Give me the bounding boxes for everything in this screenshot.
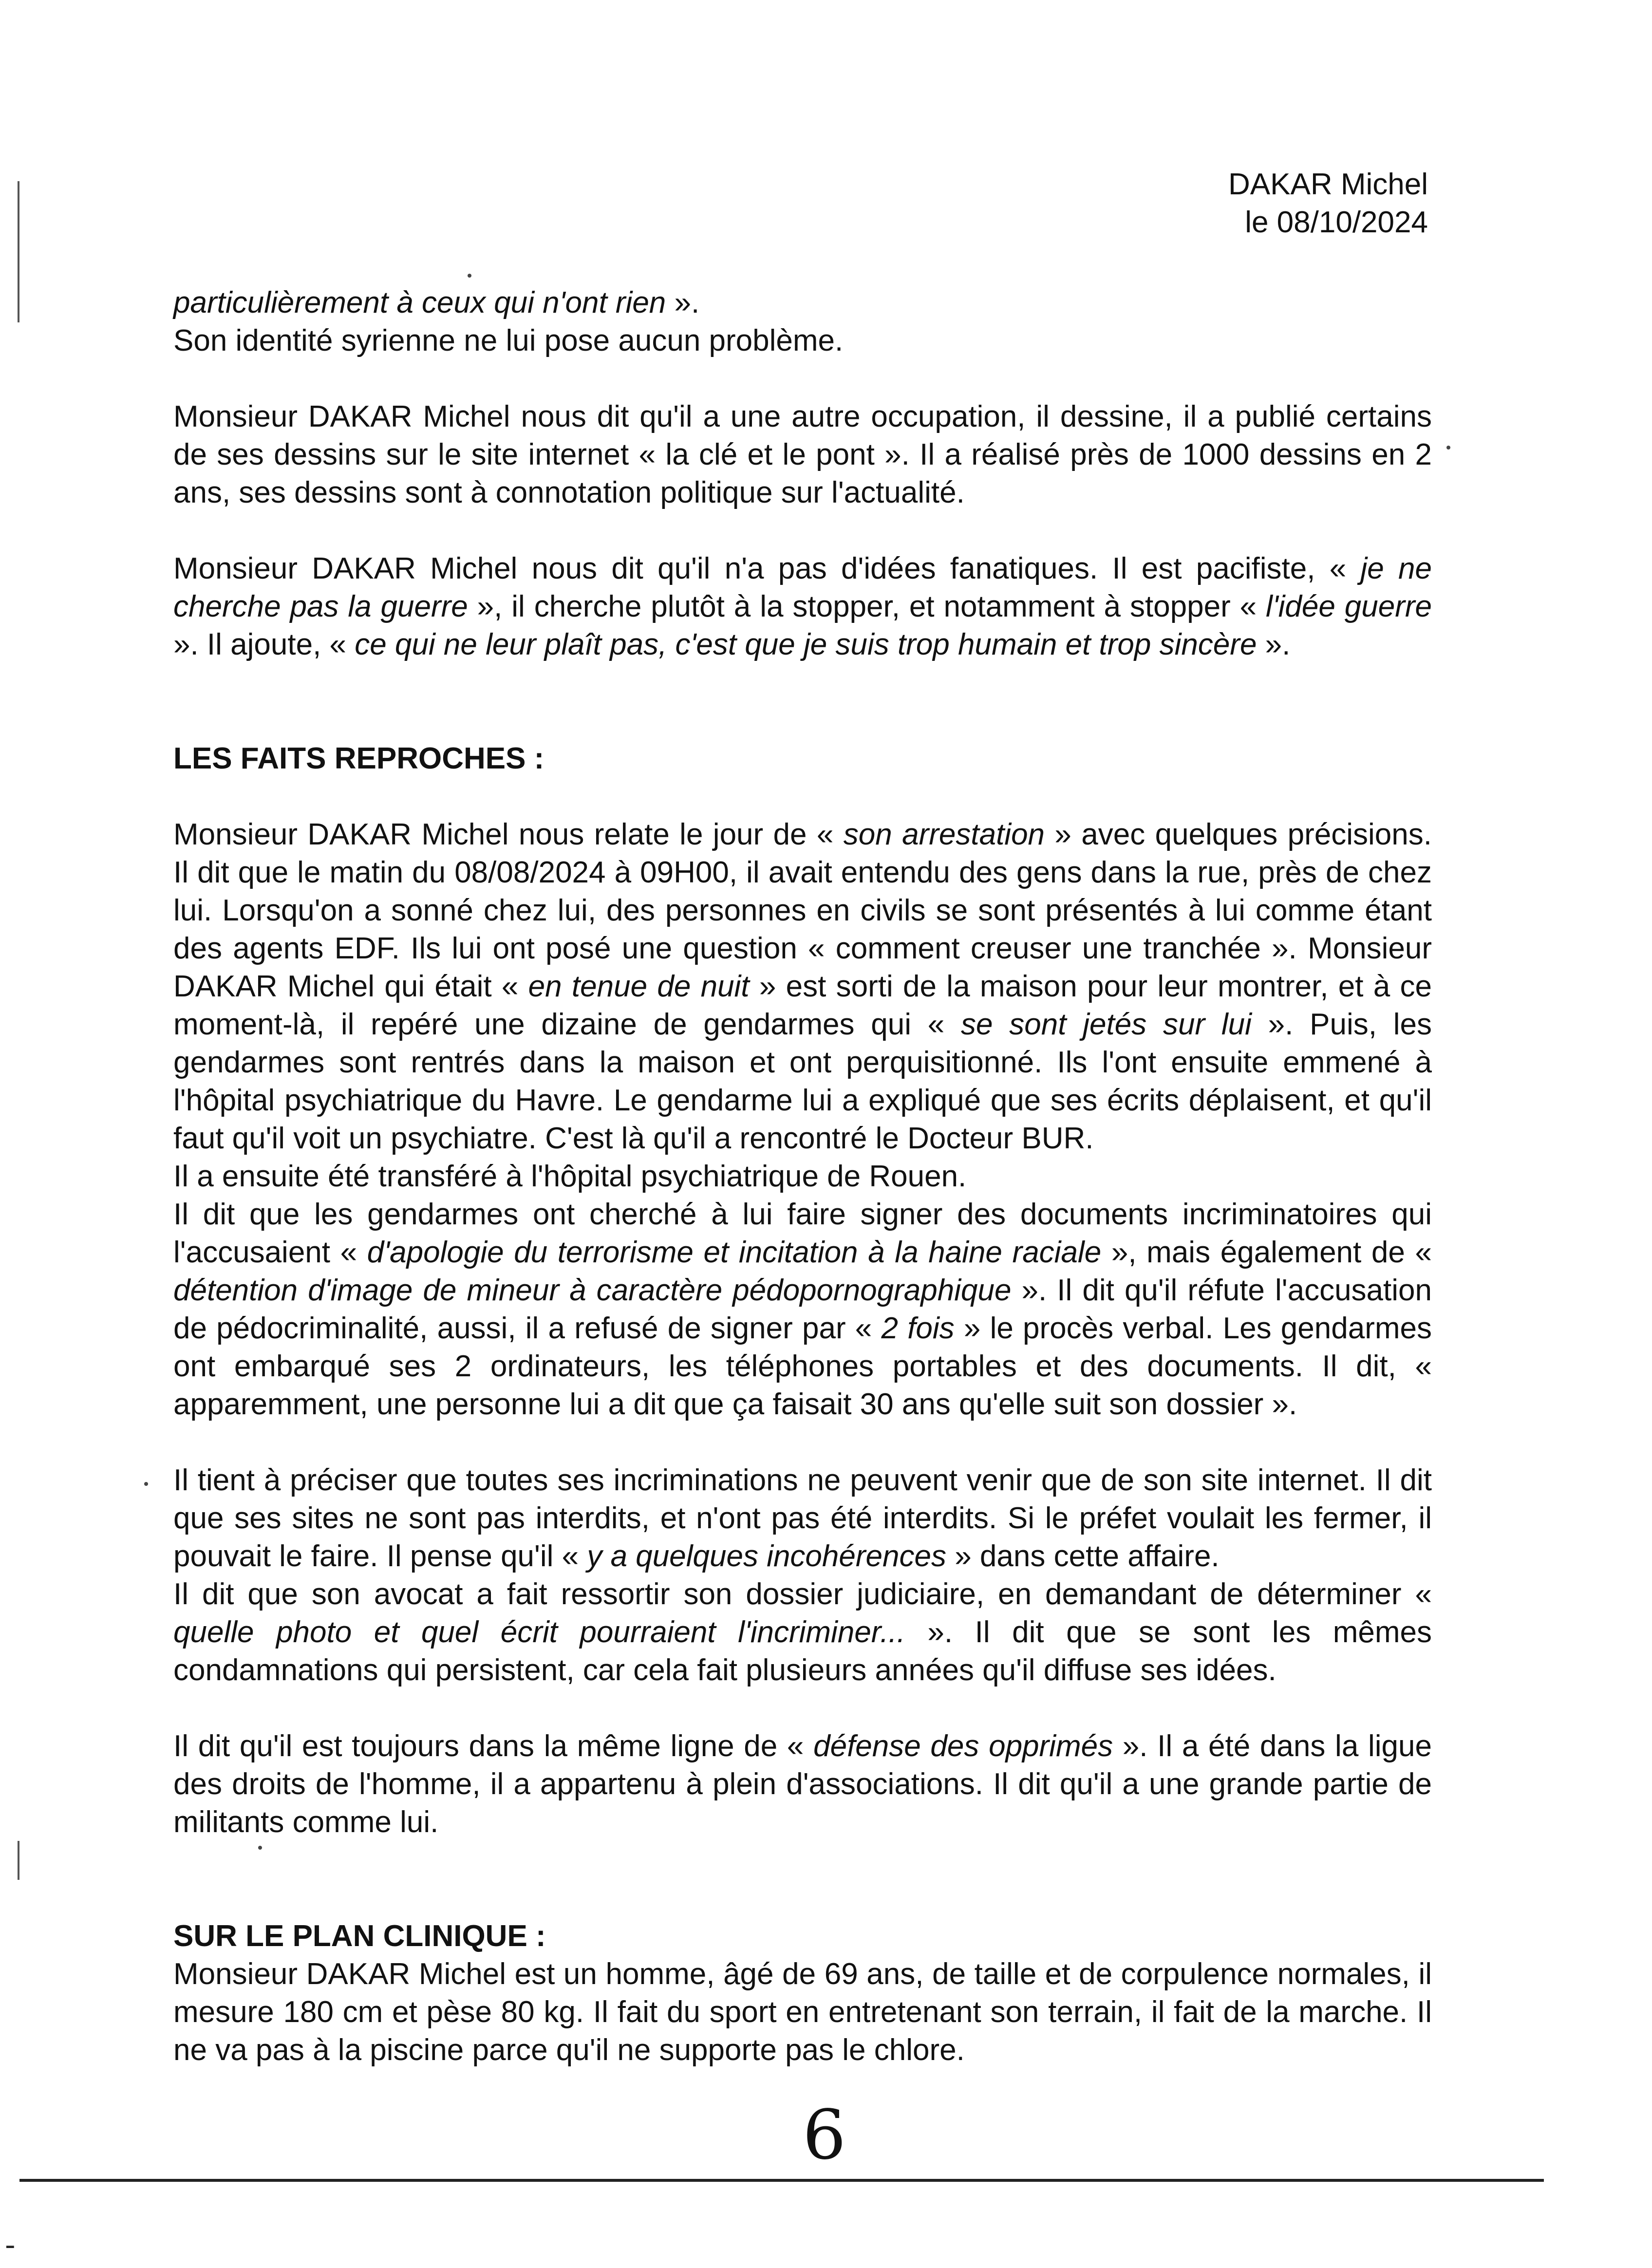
scan-speck bbox=[144, 1482, 148, 1486]
scan-margin-mark bbox=[18, 181, 19, 322]
report-date: le 08/10/2024 bbox=[1245, 206, 1428, 239]
quote-fragment: particulièrement à ceux qui n'ont rien bbox=[173, 286, 666, 319]
paragraph-transfer: Il a ensuite été transféré à l'hôpital psychiatrique de Rouen. bbox=[173, 1160, 967, 1193]
document-body bbox=[173, 284, 1432, 2069]
scan-margin-mark bbox=[18, 1841, 19, 1880]
paragraph-identity: Son identité syrienne ne lui pose aucun problème. bbox=[173, 324, 844, 357]
paragraph-continuation: particulièrement à ceux qui n'ont rien ». bbox=[173, 286, 700, 319]
paragraph-clinical: Monsieur DAKAR Michel est un homme, âgé de 69 ans, de taille et de corpulence normales, il mesure 180 cm et pèse 80 kg. Il fait du sport en entretenant son terrain, il fait de la marche. Il ne va pas à la piscine parce qu'il ne supporte pas le chlore. bbox=[173, 1957, 1432, 2067]
paragraph-accusations: Il dit que les gendarmes ont cherché à lui faire signer des documents incriminatoires qui l'accusaient « d'apologie du terrorisme et incitation à la haine raciale », mais également de « détention d'image de mineur à caractère pédopornographique ». Il dit qu'il réfute l'accusation de pédocriminalité, aussi, il a refusé de signer par « 2 fois » le procès verbal. Les gendarmes ont embarqué ses 2 ordinateurs, les téléphones portables et des documents. Il dit, « apparemment, une personne lui a dit que ça faisait 30 ans qu'elle suit son dossier ». bbox=[173, 1198, 1432, 1421]
patient-name: DAKAR Michel bbox=[1228, 168, 1428, 201]
paragraph-drawings: Monsieur DAKAR Michel nous dit qu'il a une autre occupation, il dessine, il a publié certains de ses dessins sur le site internet « la clé et le pont ». Il a réalisé près de 1000 dessins en 2 ans, ses dessins sont à connotation politique sur l'actualité. bbox=[173, 400, 1432, 509]
page-number: 6 bbox=[803, 2096, 846, 2175]
paragraph-arrest: Monsieur DAKAR Michel nous relate le jour de « son arrestation » avec quelques précisions. Il dit que le matin du 08/08/2024 à 09H00, il avait entendu des gens dans la rue, près de chez lui. Lorsqu'on a sonné chez lui, des personnes en civils se sont présentés à lui comme étant des agents EDF. Ils lui ont posé une question « comment creuser une tranchée ». Monsieur DAKAR Michel qui était « en tenue de nuit » est sorti de la maison pour leur montrer, et à ce moment-là, il repéré une dizaine de gendarmes qui « se sont jetés sur lui ». Puis, les gendarmes sont rentrés dans la maison et ont perquisitionné. Ils l'ont ensuite emmené à l'hôpital psychiatrique du Havre. Le gendarme lui a expliqué que ses écrits déplaisent, et qu'il faut qu'il voit un psychiatre. C'est là qu'il a rencontré le Docteur BUR. bbox=[173, 818, 1432, 1155]
paragraph-pacifist: Monsieur DAKAR Michel nous dit qu'il n'a pas d'idées fanatiques. Il est pacifiste, « je ne cherche pas la guerre », il cherche plutôt à la stopper, et notamment à stopper « l'idée guerre ». Il ajoute, « ce qui ne leur plaît pas, c'est que je suis trop humain et trop sincère ». bbox=[173, 552, 1432, 661]
scan-corner-mark: - bbox=[5, 2228, 16, 2262]
scan-speck bbox=[258, 1846, 262, 1850]
document-header bbox=[1228, 166, 1428, 242]
footer-rule bbox=[19, 2179, 1544, 2182]
scan-speck bbox=[1446, 446, 1450, 450]
section-title-clinique: SUR LE PLAN CLINIQUE : bbox=[173, 1919, 546, 1953]
paragraph-website: Il tient à préciser que toutes ses incriminations ne peuvent venir que de son site internet. Il dit que ses sites ne sont pas interdits, et n'ont pas été interdits. Si le préfet voulait les fermer, il pouvait le faire. Il pense qu'il « y a quelques incohérences » dans cette affaire. bbox=[173, 1463, 1432, 1573]
scan-speck bbox=[468, 274, 471, 278]
paragraph-activism: Il dit qu'il est toujours dans la même ligne de « défense des opprimés ». Il a été dans la ligue des droits de l'homme, il a appartenu à plein d'associations. Il dit qu'il a une grande partie de militants comme lui. bbox=[173, 1729, 1432, 1839]
paragraph-lawyer: Il dit que son avocat a fait ressortir son dossier judiciaire, en demandant de déterminer « quelle photo et quel écrit pourraient l'incriminer... ». Il dit que se sont les mêmes condamnations qui persistent, car cela fait plusieurs années qu'il diffuse ses idées. bbox=[173, 1577, 1432, 1687]
section-title-faits: LES FAITS REPROCHES : bbox=[173, 742, 544, 775]
